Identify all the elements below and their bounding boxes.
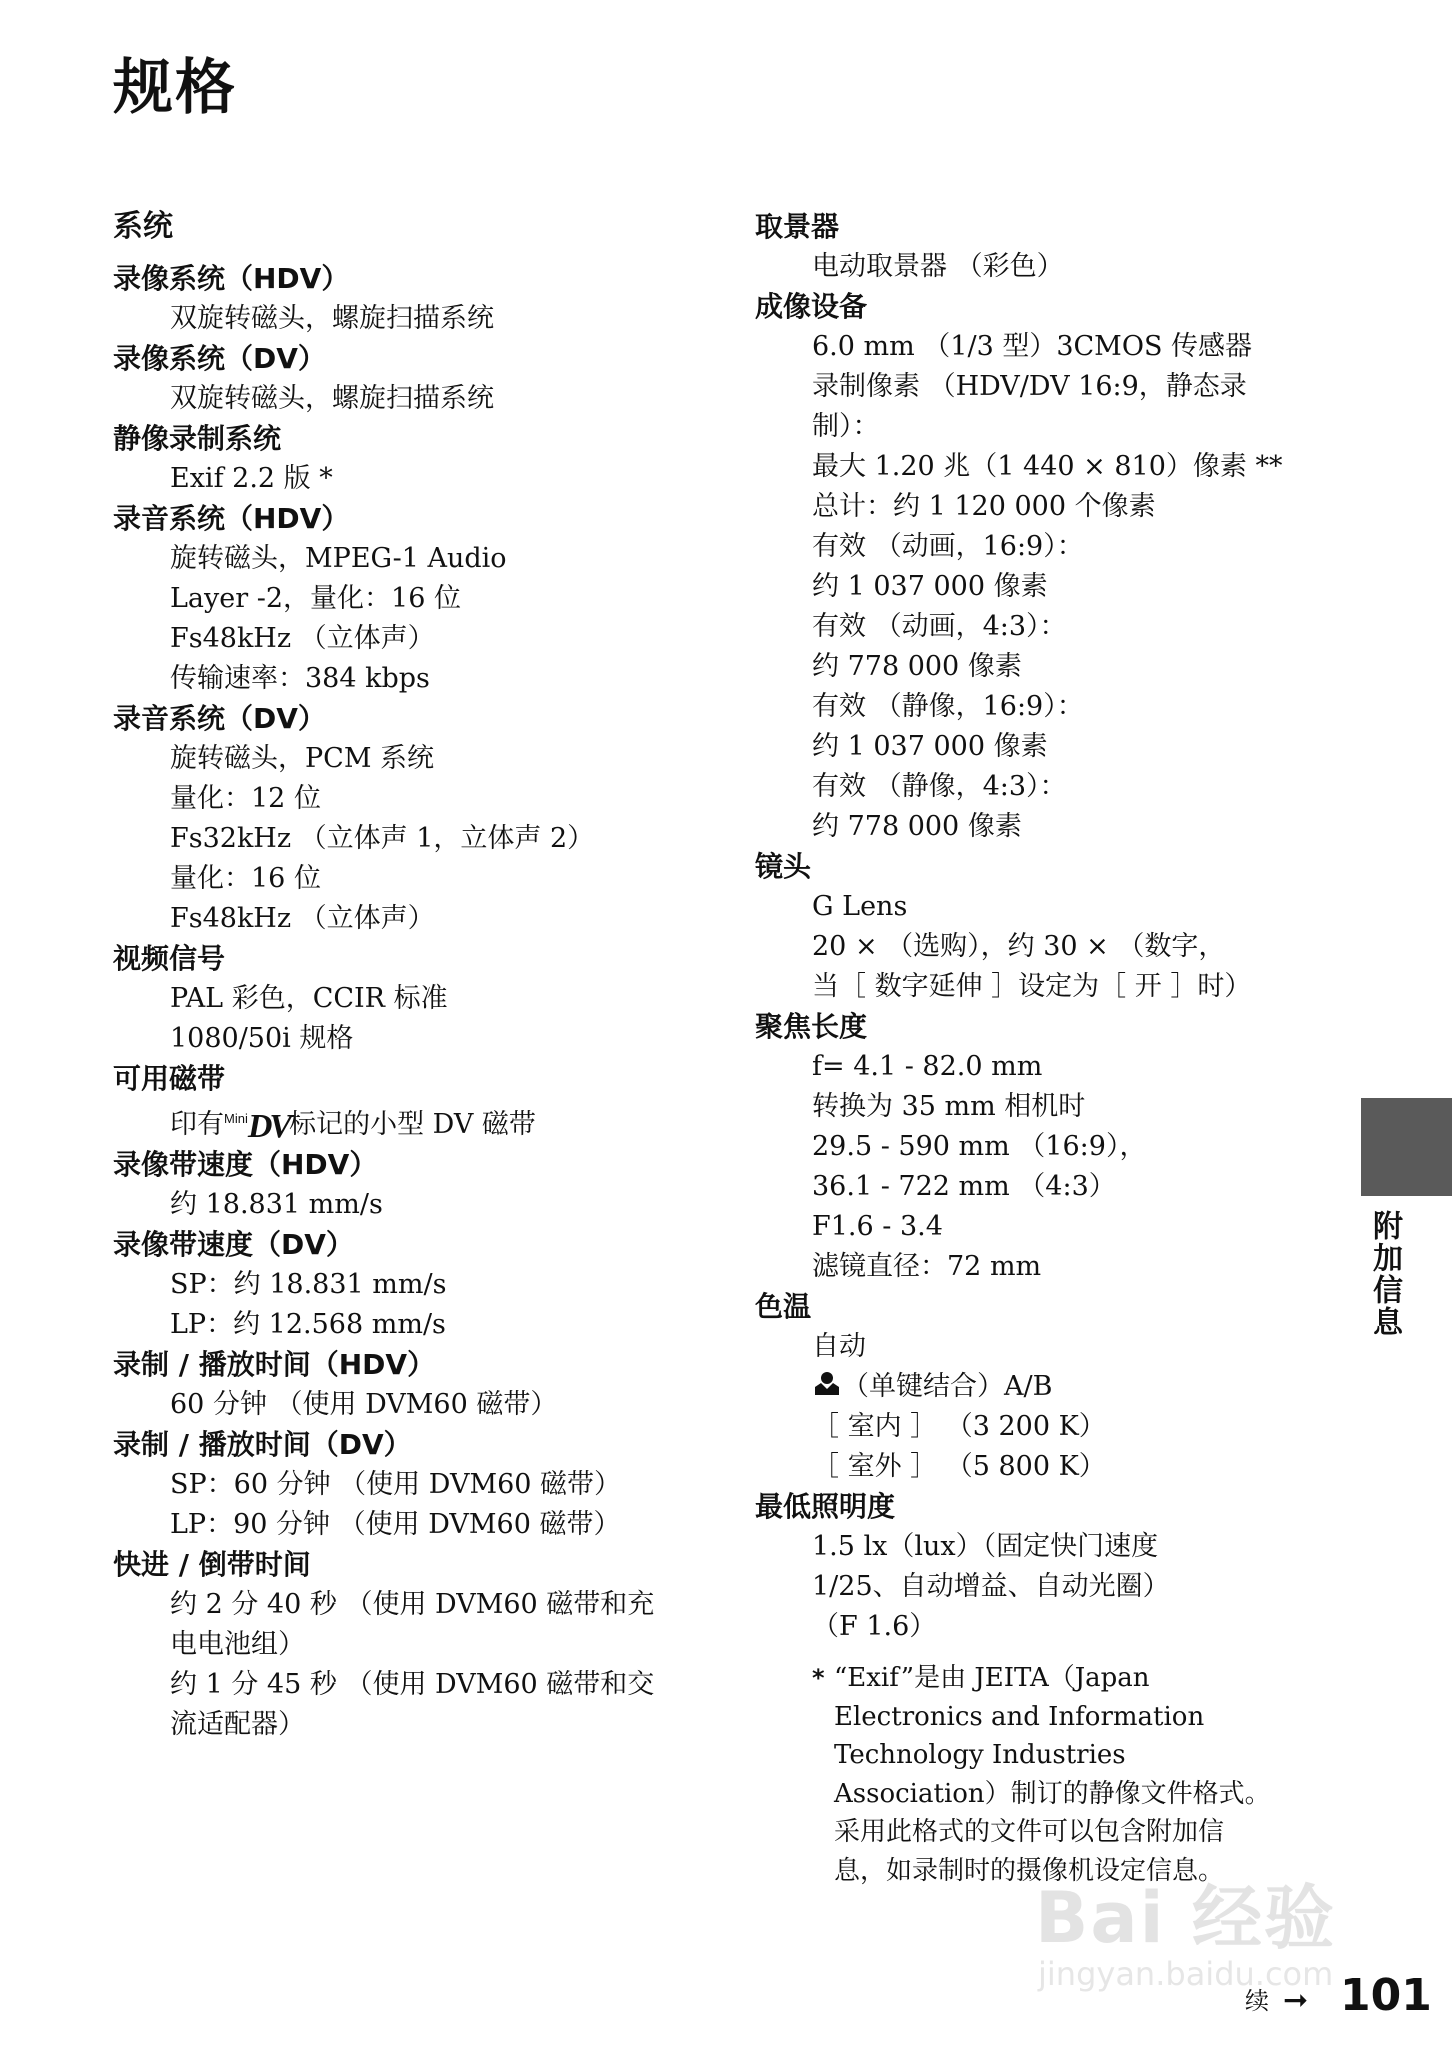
spec-line: 60 分钟 （使用 DVM60 磁带） (170, 1389, 558, 1420)
spec-heading: 录音系统（HDV） (113, 502, 350, 535)
spec-line: 电电池组） (170, 1629, 305, 1660)
spec-line: 录制像素 （HDV/DV 16:9，静态录 (812, 371, 1247, 402)
spec-heading: 聚焦长度 (755, 1010, 868, 1043)
spec-item (113, 1225, 733, 1345)
spec-item (755, 207, 1345, 287)
spec-item (113, 1545, 733, 1745)
spec-line: Fs32kHz （立体声 1，立体声 2） (170, 823, 595, 854)
spec-line: LP：90 分钟 （使用 DVM60 磁带） (170, 1509, 621, 1540)
tape-line (113, 1099, 733, 1145)
spec-line: 流适配器） (170, 1709, 305, 1740)
section-title: 系统 (113, 209, 173, 244)
spec-line: 量化：12 位 (170, 783, 321, 814)
spec-line: 滤镜直径：72 mm (812, 1251, 1042, 1282)
tape-line-prefix: 印有 (170, 1109, 224, 1140)
spec-line: 有效 （静像，16:9）： (812, 691, 1084, 722)
spec-item (113, 1425, 733, 1545)
mini-dv-logo-small: Mini (224, 1111, 248, 1126)
spec-line: 约 1 037 000 像素 (812, 731, 1048, 762)
spec-heading: 快进 / 倒带时间 (113, 1548, 311, 1581)
footnote-mark: * (812, 1664, 825, 1692)
spec-line: 转换为 35 mm 相机时 (812, 1091, 1086, 1122)
spec-line: 36.1 - 722 mm （4:3） (812, 1171, 1116, 1202)
spec-line: Exif 2.2 版 * (170, 463, 333, 494)
spec-item (755, 287, 1345, 847)
spec-line: 约 778 000 像素 (812, 651, 1022, 682)
spec-line: 量化：16 位 (170, 863, 321, 894)
spec-heading: 静像录制系统 (113, 422, 282, 455)
footnote (755, 1659, 1345, 1890)
spec-line: 有效 （动画，4:3）： (812, 611, 1067, 642)
spec-heading: 最低照明度 (755, 1490, 896, 1523)
spec-item (113, 1345, 733, 1425)
page-number: 101 (1340, 1970, 1432, 2021)
spec-line: 总计：约 1 120 000 个像素 (812, 491, 1156, 522)
spec-heading: 录像系统（DV） (113, 342, 326, 375)
spec-item (755, 1487, 1345, 1647)
white-balance-line (755, 1367, 1345, 1407)
spec-heading: 录像系统（HDV） (113, 262, 350, 295)
spec-line: F1.6 - 3.4 (812, 1211, 943, 1242)
spec-line: 29.5 - 590 mm （16:9）， (812, 1131, 1147, 1162)
spec-heading: 录像带速度（DV） (113, 1228, 354, 1261)
spec-item (113, 339, 733, 419)
right-spec-list (755, 207, 1345, 1647)
spec-heading: 成像设备 (755, 290, 868, 323)
page-title: 规格 (113, 53, 237, 123)
spec-line: 约 2 分 40 秒 （使用 DVM60 磁带和充 (170, 1589, 655, 1620)
tape-line-suffix: 标记的小型 DV 磁带 (289, 1109, 536, 1140)
spec-heading: 镜头 (755, 850, 812, 883)
spec-line: 制）： (812, 411, 880, 442)
spec-heading: 取景器 (755, 210, 840, 243)
spec-line: 旋转磁头，MPEG-1 Audio (170, 543, 507, 574)
spec-line: 旋转磁头，PCM 系统 (170, 743, 435, 774)
spec-line: 1080/50i 规格 (170, 1023, 354, 1054)
spec-line: （F 1.6） (812, 1611, 937, 1642)
spec-line: PAL 彩色，CCIR 标准 (170, 983, 448, 1014)
spec-line: 有效 （动画，16:9）： (812, 531, 1084, 562)
spec-heading: 可用磁带 (113, 1062, 226, 1095)
spec-heading: 录像带速度（HDV） (113, 1148, 378, 1181)
spec-line: LP：约 12.568 mm/s (170, 1309, 446, 1340)
spec-line: 双旋转磁头，螺旋扫描系统 (170, 303, 494, 334)
left-spec-list (113, 259, 733, 1745)
spec-line: 1/25、自动增益、自动光圈） (812, 1571, 1170, 1602)
spec-heading: 录制 / 播放时间（HDV） (113, 1348, 436, 1381)
spec-line: SP：约 18.831 mm/s (170, 1269, 447, 1300)
watermark: Bai 经验 (1035, 1877, 1336, 1959)
footnote-text: “Exif”是由 JEITA（Japan Electronics and Information Technology Industries Association）制订的静像文件格式。 采用此格式的文件可以包含附加信 息，如录制时的摄像机设定信息。 (834, 1663, 1271, 1886)
white-balance-text: （单键结合）A/B (842, 1371, 1053, 1402)
side-tab (1361, 1098, 1452, 1196)
spec-item (113, 259, 733, 339)
spec-heading: 色温 (755, 1290, 812, 1323)
spec-line: 约 1 037 000 像素 (812, 571, 1048, 602)
right-column (755, 207, 1345, 1890)
spec-item (113, 419, 733, 499)
spec-item (755, 847, 1345, 1007)
spec-item (113, 939, 733, 1059)
spec-line: Fs48kHz （立体声） (170, 903, 435, 934)
spec-item (755, 1287, 1345, 1487)
one-push-white-balance-icon (812, 1369, 842, 1399)
spec-heading: 视频信号 (113, 942, 226, 975)
mini-dv-logo-big: DV (247, 1108, 290, 1145)
spec-line: 电动取景器 （彩色） (812, 251, 1064, 282)
spec-line: 有效 （静像，4:3）： (812, 771, 1067, 802)
mini-dv-logo-icon (224, 1099, 290, 1145)
spec-line: f= 4.1 - 82.0 mm (812, 1051, 1043, 1082)
side-tab-label: 附加信息 (1367, 1210, 1402, 1338)
spec-line: 20 × （选购），约 30 × （数字， (812, 931, 1226, 962)
spec-line: 约 1 分 45 秒 （使用 DVM60 磁带和交 (170, 1669, 655, 1700)
spec-heading: 录音系统（DV） (113, 702, 326, 735)
spec-line: ［ 室外 ］ （5 800 K） (812, 1451, 1106, 1482)
spec-line: 自动 (812, 1331, 866, 1362)
spec-line: 1.5 lx（lux）（固定快门速度 (812, 1531, 1159, 1562)
spec-item (113, 1145, 733, 1225)
spec-line: Fs48kHz （立体声） (170, 623, 435, 654)
spec-line: ［ 室内 ］ （3 200 K） (812, 1411, 1106, 1442)
spec-line: 约 18.831 mm/s (170, 1189, 383, 1220)
continue-arrow-icon: ➞ (1283, 1983, 1309, 2018)
spec-item (113, 699, 733, 939)
spec-line: 最大 1.20 兆（1 440 × 810）像素 ** (812, 451, 1283, 482)
spec-item (113, 1059, 733, 1145)
spec-line: 双旋转磁头，螺旋扫描系统 (170, 383, 494, 414)
spec-line: G Lens (812, 891, 908, 922)
spec-line: Layer -2，量化：16 位 (170, 583, 461, 614)
spec-line: 约 778 000 像素 (812, 811, 1022, 842)
left-column (113, 207, 733, 1745)
spec-item (755, 1007, 1345, 1287)
continue-label: 续 (1245, 1987, 1269, 2015)
spec-heading: 录制 / 播放时间（DV） (113, 1428, 412, 1461)
spec-line: 6.0 mm （1/3 型）3CMOS 传感器 (812, 331, 1253, 362)
spec-line: 当［ 数字延伸 ］设定为［ 开 ］时） (812, 971, 1252, 1002)
spec-line: SP：60 分钟 （使用 DVM60 磁带） (170, 1469, 622, 1500)
spec-item (113, 499, 733, 699)
watermark-url: jingyan.baidu.com (1038, 1955, 1334, 1993)
spec-line: 传输速率：384 kbps (170, 663, 430, 694)
